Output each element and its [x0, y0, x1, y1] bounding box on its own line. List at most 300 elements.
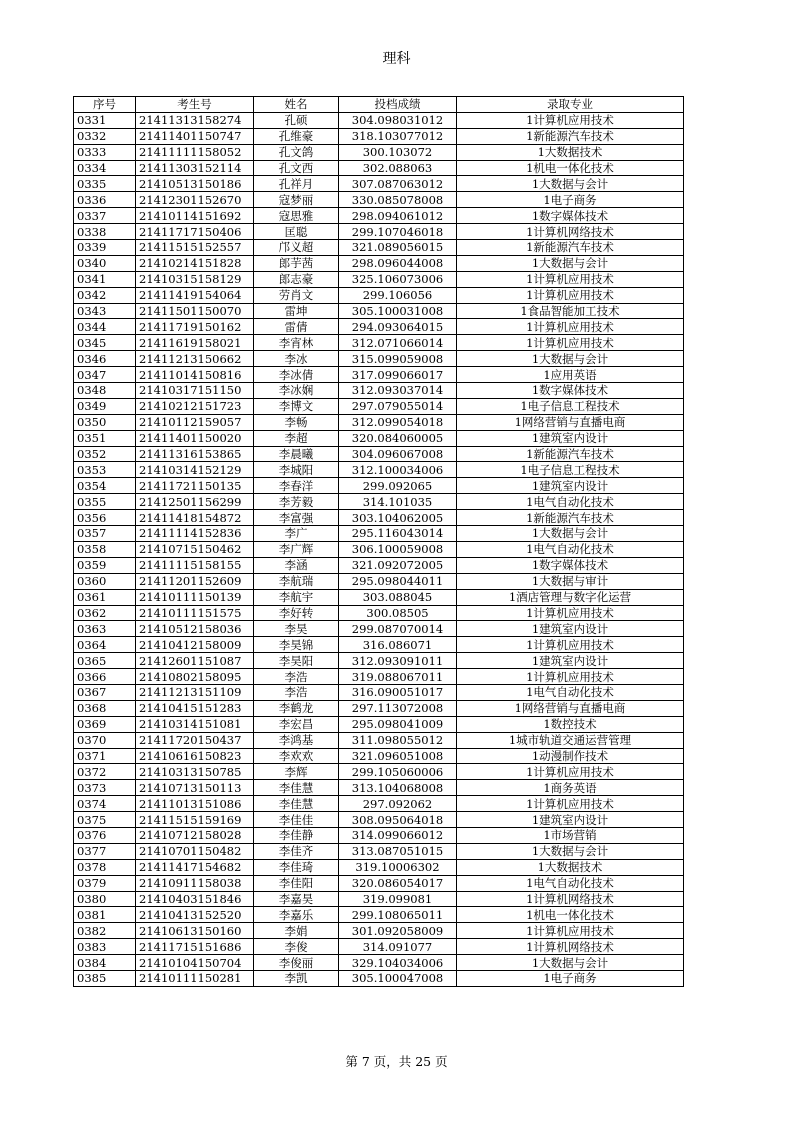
cell-score: 300.08505 — [339, 605, 457, 621]
cell-score: 318.103077012 — [339, 128, 457, 144]
cell-major: 1数字媒体技术 — [457, 383, 684, 399]
cell-exam-id: 21411014150816 — [136, 367, 254, 383]
table-row — [74, 684, 684, 700]
cell-name: 李浩 — [254, 669, 339, 685]
table-row — [74, 367, 684, 383]
cell-score: 306.100059008 — [339, 541, 457, 557]
cell-major: 1新能源汽车技术 — [457, 240, 684, 256]
cell-score: 299.106056 — [339, 287, 457, 303]
cell-seq: 0354 — [74, 478, 136, 494]
cell-score: 305.100031008 — [339, 303, 457, 319]
table-row — [74, 605, 684, 621]
cell-score: 325.106073006 — [339, 271, 457, 287]
cell-seq: 0337 — [74, 208, 136, 224]
cell-exam-id: 21411719150162 — [136, 319, 254, 335]
page-footer: 第 7 页，共 25 页 — [345, 1054, 448, 1069]
table-row — [74, 208, 684, 224]
cell-major: 1电子信息工程技术 — [457, 462, 684, 478]
cell-score: 317.099066017 — [339, 367, 457, 383]
cell-major: 1建筑室内设计 — [457, 621, 684, 637]
cell-exam-id: 21410413152520 — [136, 907, 254, 923]
table-row — [74, 764, 684, 780]
cell-seq: 0345 — [74, 335, 136, 351]
cell-name: 寇思雅 — [254, 208, 339, 224]
cell-score: 311.098055012 — [339, 732, 457, 748]
table-row — [74, 271, 684, 287]
cell-exam-id: 21410314151081 — [136, 716, 254, 732]
cell-major: 1市场营销 — [457, 827, 684, 843]
cell-seq: 0364 — [74, 637, 136, 653]
cell-score: 312.099054018 — [339, 414, 457, 430]
cell-exam-id: 21410513150186 — [136, 176, 254, 192]
cell-seq: 0333 — [74, 144, 136, 160]
cell-exam-id: 21411115158155 — [136, 557, 254, 573]
table-row — [74, 939, 684, 955]
table-row — [74, 319, 684, 335]
cell-score: 329.104034006 — [339, 955, 457, 971]
cell-major: 1数字媒体技术 — [457, 208, 684, 224]
cell-exam-id: 21410114151692 — [136, 208, 254, 224]
cell-exam-id: 21412301152670 — [136, 192, 254, 208]
cell-seq: 0377 — [74, 843, 136, 859]
cell-major: 1大数据与会计 — [457, 526, 684, 542]
cell-name: 李辉 — [254, 764, 339, 780]
table-row — [74, 224, 684, 240]
cell-major: 1电气自动化技术 — [457, 875, 684, 891]
cell-major: 1新能源汽车技术 — [457, 446, 684, 462]
cell-seq: 0371 — [74, 748, 136, 764]
column-header-major: 录取专业 — [457, 97, 684, 113]
cell-score: 321.089056015 — [339, 240, 457, 256]
cell-seq: 0376 — [74, 827, 136, 843]
cell-exam-id: 21411013151086 — [136, 796, 254, 812]
table-row — [74, 494, 684, 510]
cell-major: 1计算机应用技术 — [457, 335, 684, 351]
cell-name: 李佳琦 — [254, 859, 339, 875]
cell-seq: 0385 — [74, 970, 136, 986]
cell-exam-id: 21411715151686 — [136, 939, 254, 955]
table-row — [74, 462, 684, 478]
cell-major: 1计算机应用技术 — [457, 637, 684, 653]
cell-name: 李娟 — [254, 923, 339, 939]
cell-score: 321.096051008 — [339, 748, 457, 764]
cell-name: 孔文西 — [254, 160, 339, 176]
cell-exam-id: 21410313150785 — [136, 764, 254, 780]
cell-score: 304.098031012 — [339, 112, 457, 128]
cell-seq: 0351 — [74, 430, 136, 446]
cell-seq: 0338 — [74, 224, 136, 240]
cell-exam-id: 21411111158052 — [136, 144, 254, 160]
cell-seq: 0368 — [74, 700, 136, 716]
cell-exam-id: 21411417154682 — [136, 859, 254, 875]
cell-seq: 0343 — [74, 303, 136, 319]
cell-score: 314.101035 — [339, 494, 457, 510]
cell-major: 1电子商务 — [457, 192, 684, 208]
cell-name: 李欢欢 — [254, 748, 339, 764]
table-row — [74, 557, 684, 573]
cell-exam-id: 21410314152129 — [136, 462, 254, 478]
cell-exam-id: 21411720150437 — [136, 732, 254, 748]
table-row — [74, 541, 684, 557]
cell-score: 319.099081 — [339, 891, 457, 907]
cell-name: 李鹤龙 — [254, 700, 339, 716]
cell-seq: 0367 — [74, 684, 136, 700]
cell-major: 1大数据技术 — [457, 859, 684, 875]
cell-exam-id: 21412501156299 — [136, 494, 254, 510]
admission-table — [73, 96, 684, 987]
cell-name: 李航瑞 — [254, 573, 339, 589]
cell-major: 1网络营销与直播电商 — [457, 414, 684, 430]
column-header-exam-id: 考生号 — [136, 97, 254, 113]
cell-exam-id: 21410802158095 — [136, 669, 254, 685]
cell-seq: 0335 — [74, 176, 136, 192]
cell-score: 312.071066014 — [339, 335, 457, 351]
cell-exam-id: 21411501150070 — [136, 303, 254, 319]
cell-name: 李浩 — [254, 684, 339, 700]
table-row — [74, 923, 684, 939]
cell-seq: 0370 — [74, 732, 136, 748]
cell-score: 313.104068008 — [339, 780, 457, 796]
cell-name: 李佳佳 — [254, 812, 339, 828]
cell-major: 1大数据与会计 — [457, 176, 684, 192]
cell-exam-id: 21410112159057 — [136, 414, 254, 430]
cell-name: 雷倩 — [254, 319, 339, 335]
cell-score: 302.088063 — [339, 160, 457, 176]
cell-score: 299.092065 — [339, 478, 457, 494]
cell-score: 320.086054017 — [339, 875, 457, 891]
table-row — [74, 192, 684, 208]
cell-exam-id: 21411717150406 — [136, 224, 254, 240]
cell-score: 313.087051015 — [339, 843, 457, 859]
cell-seq: 0373 — [74, 780, 136, 796]
cell-score: 321.092072005 — [339, 557, 457, 573]
cell-major: 1食品智能加工技术 — [457, 303, 684, 319]
cell-name: 邝义超 — [254, 240, 339, 256]
cell-exam-id: 21410715150462 — [136, 541, 254, 557]
cell-exam-id: 21411515152557 — [136, 240, 254, 256]
cell-seq: 0355 — [74, 494, 136, 510]
cell-major: 1机电一体化技术 — [457, 907, 684, 923]
table-row — [74, 144, 684, 160]
cell-seq: 0353 — [74, 462, 136, 478]
cell-exam-id: 21410613150160 — [136, 923, 254, 939]
cell-exam-id: 21411401150747 — [136, 128, 254, 144]
cell-exam-id: 21411213150662 — [136, 351, 254, 367]
cell-score: 295.098041009 — [339, 716, 457, 732]
cell-major: 1大数据与会计 — [457, 843, 684, 859]
table-row — [74, 287, 684, 303]
cell-score: 304.096067008 — [339, 446, 457, 462]
cell-name: 李晨曦 — [254, 446, 339, 462]
cell-seq: 0369 — [74, 716, 136, 732]
cell-major: 1建筑室内设计 — [457, 812, 684, 828]
cell-major: 1酒店管理与数字化运营 — [457, 589, 684, 605]
cell-major: 1网络营销与直播电商 — [457, 700, 684, 716]
table-row — [74, 875, 684, 891]
cell-exam-id: 21411201152609 — [136, 573, 254, 589]
cell-score: 303.104062005 — [339, 510, 457, 526]
column-header-name: 姓名 — [254, 97, 339, 113]
cell-name: 李广辉 — [254, 541, 339, 557]
cell-seq: 0331 — [74, 112, 136, 128]
table-row — [74, 907, 684, 923]
cell-score: 297.113072008 — [339, 700, 457, 716]
cell-major: 1电气自动化技术 — [457, 494, 684, 510]
cell-exam-id: 21411721150135 — [136, 478, 254, 494]
cell-exam-id: 21410212151723 — [136, 398, 254, 414]
cell-name: 匡聪 — [254, 224, 339, 240]
cell-major: 1大数据与审计 — [457, 573, 684, 589]
table-row — [74, 573, 684, 589]
cell-exam-id: 21411213151109 — [136, 684, 254, 700]
table-row — [74, 335, 684, 351]
cell-score: 299.107046018 — [339, 224, 457, 240]
cell-name: 郎志豪 — [254, 271, 339, 287]
cell-exam-id: 21411313158274 — [136, 112, 254, 128]
cell-seq: 0356 — [74, 510, 136, 526]
cell-score: 294.093064015 — [339, 319, 457, 335]
cell-seq: 0340 — [74, 255, 136, 271]
cell-seq: 0381 — [74, 907, 136, 923]
table-header-row — [74, 97, 684, 113]
cell-major: 1计算机应用技术 — [457, 669, 684, 685]
cell-name: 李宵林 — [254, 335, 339, 351]
cell-name: 李昊 — [254, 621, 339, 637]
cell-name: 李嘉乐 — [254, 907, 339, 923]
cell-seq: 0363 — [74, 621, 136, 637]
table-row — [74, 255, 684, 271]
cell-exam-id: 21410214151828 — [136, 255, 254, 271]
table-row — [74, 653, 684, 669]
cell-exam-id: 21411303152114 — [136, 160, 254, 176]
cell-major: 1计算机应用技术 — [457, 923, 684, 939]
cell-seq: 0334 — [74, 160, 136, 176]
cell-score: 312.100034006 — [339, 462, 457, 478]
cell-seq: 0366 — [74, 669, 136, 685]
cell-score: 314.099066012 — [339, 827, 457, 843]
cell-score: 299.108065011 — [339, 907, 457, 923]
cell-exam-id: 21410315158129 — [136, 271, 254, 287]
table-row — [74, 748, 684, 764]
cell-name: 李富强 — [254, 510, 339, 526]
cell-name: 李航宇 — [254, 589, 339, 605]
cell-score: 319.10006302 — [339, 859, 457, 875]
cell-name: 李城阳 — [254, 462, 339, 478]
table-row — [74, 827, 684, 843]
table-row — [74, 526, 684, 542]
cell-major: 1计算机应用技术 — [457, 112, 684, 128]
cell-name: 李好转 — [254, 605, 339, 621]
cell-seq: 0358 — [74, 541, 136, 557]
cell-name: 李冰娴 — [254, 383, 339, 399]
table-row — [74, 843, 684, 859]
cell-name: 郎芋茜 — [254, 255, 339, 271]
cell-seq: 0352 — [74, 446, 136, 462]
table-row — [74, 383, 684, 399]
cell-major: 1计算机网络技术 — [457, 224, 684, 240]
cell-exam-id: 21410111151575 — [136, 605, 254, 621]
table-row — [74, 637, 684, 653]
cell-exam-id: 21411619158021 — [136, 335, 254, 351]
cell-seq: 0346 — [74, 351, 136, 367]
cell-name: 李佳慧 — [254, 780, 339, 796]
cell-score: 295.116043014 — [339, 526, 457, 542]
cell-seq: 0382 — [74, 923, 136, 939]
cell-seq: 0362 — [74, 605, 136, 621]
table-row — [74, 700, 684, 716]
table-row — [74, 303, 684, 319]
cell-name: 李凯 — [254, 970, 339, 986]
cell-name: 李佳齐 — [254, 843, 339, 859]
cell-name: 李冰倩 — [254, 367, 339, 383]
cell-major: 1数控技术 — [457, 716, 684, 732]
table-row — [74, 446, 684, 462]
cell-score: 312.093037014 — [339, 383, 457, 399]
table-row — [74, 621, 684, 637]
cell-name: 李佳静 — [254, 827, 339, 843]
cell-seq: 0361 — [74, 589, 136, 605]
cell-major: 1电子信息工程技术 — [457, 398, 684, 414]
cell-seq: 0332 — [74, 128, 136, 144]
cell-name: 李昊阳 — [254, 653, 339, 669]
cell-name: 李佳慧 — [254, 796, 339, 812]
cell-major: 1大数据与会计 — [457, 255, 684, 271]
table-row — [74, 891, 684, 907]
table-row — [74, 796, 684, 812]
table-row — [74, 510, 684, 526]
cell-seq: 0383 — [74, 939, 136, 955]
cell-major: 1建筑室内设计 — [457, 653, 684, 669]
cell-seq: 0344 — [74, 319, 136, 335]
table-row — [74, 478, 684, 494]
cell-major: 1城市轨道交通运营管理 — [457, 732, 684, 748]
table-row — [74, 128, 684, 144]
cell-score: 314.091077 — [339, 939, 457, 955]
table-row — [74, 351, 684, 367]
table-row — [74, 430, 684, 446]
cell-name: 雷坤 — [254, 303, 339, 319]
cell-seq: 0372 — [74, 764, 136, 780]
cell-score: 319.088067011 — [339, 669, 457, 685]
cell-score: 308.095064018 — [339, 812, 457, 828]
cell-score: 307.087063012 — [339, 176, 457, 192]
cell-exam-id: 21410104150704 — [136, 955, 254, 971]
cell-exam-id: 21411515159169 — [136, 812, 254, 828]
cell-seq: 0349 — [74, 398, 136, 414]
table-row — [74, 859, 684, 875]
cell-name: 李宏昌 — [254, 716, 339, 732]
cell-exam-id: 21411419154064 — [136, 287, 254, 303]
cell-score: 320.084060005 — [339, 430, 457, 446]
cell-name: 李涵 — [254, 557, 339, 573]
cell-major: 1计算机网络技术 — [457, 891, 684, 907]
cell-major: 1电子商务 — [457, 970, 684, 986]
cell-name: 李俊丽 — [254, 955, 339, 971]
page-title: 理科 — [382, 51, 411, 67]
cell-seq: 0375 — [74, 812, 136, 828]
cell-exam-id: 21410616150823 — [136, 748, 254, 764]
cell-name: 孔祥月 — [254, 176, 339, 192]
cell-major: 1计算机应用技术 — [457, 287, 684, 303]
cell-score: 301.092058009 — [339, 923, 457, 939]
cell-seq: 0336 — [74, 192, 136, 208]
cell-score: 303.088045 — [339, 589, 457, 605]
cell-name: 李俊 — [254, 939, 339, 955]
cell-seq: 0341 — [74, 271, 136, 287]
cell-score: 298.094061012 — [339, 208, 457, 224]
cell-exam-id: 21410512158036 — [136, 621, 254, 637]
cell-name: 孔维豪 — [254, 128, 339, 144]
cell-exam-id: 21410415151283 — [136, 700, 254, 716]
cell-major: 1大数据与会计 — [457, 955, 684, 971]
table-row — [74, 716, 684, 732]
cell-exam-id: 21410911158038 — [136, 875, 254, 891]
cell-exam-id: 21410403151846 — [136, 891, 254, 907]
cell-major: 1建筑室内设计 — [457, 478, 684, 494]
table-row — [74, 780, 684, 796]
cell-seq: 0342 — [74, 287, 136, 303]
cell-name: 李广 — [254, 526, 339, 542]
table-row — [74, 398, 684, 414]
cell-major: 1数字媒体技术 — [457, 557, 684, 573]
cell-name: 劳肖文 — [254, 287, 339, 303]
table-row — [74, 240, 684, 256]
column-header-seq: 序号 — [74, 97, 136, 113]
table-row — [74, 669, 684, 685]
cell-name: 李春洋 — [254, 478, 339, 494]
cell-seq: 0350 — [74, 414, 136, 430]
table-row — [74, 414, 684, 430]
cell-score: 295.098044011 — [339, 573, 457, 589]
cell-name: 孔硕 — [254, 112, 339, 128]
cell-seq: 0348 — [74, 383, 136, 399]
cell-major: 1机电一体化技术 — [457, 160, 684, 176]
cell-major: 1计算机网络技术 — [457, 939, 684, 955]
cell-seq: 0378 — [74, 859, 136, 875]
cell-exam-id: 21411418154872 — [136, 510, 254, 526]
cell-major: 1计算机应用技术 — [457, 319, 684, 335]
cell-seq: 0365 — [74, 653, 136, 669]
cell-major: 1商务英语 — [457, 780, 684, 796]
cell-name: 李畅 — [254, 414, 339, 430]
cell-seq: 0360 — [74, 573, 136, 589]
cell-seq: 0359 — [74, 557, 136, 573]
cell-major: 1建筑室内设计 — [457, 430, 684, 446]
cell-major: 1电气自动化技术 — [457, 684, 684, 700]
cell-name: 李博文 — [254, 398, 339, 414]
table-row — [74, 160, 684, 176]
cell-score: 315.099059008 — [339, 351, 457, 367]
cell-score: 297.079055014 — [339, 398, 457, 414]
cell-name: 孔文鸽 — [254, 144, 339, 160]
table-row — [74, 970, 684, 986]
cell-score: 299.105060006 — [339, 764, 457, 780]
cell-seq: 0380 — [74, 891, 136, 907]
cell-major: 1计算机应用技术 — [457, 764, 684, 780]
cell-name: 李昊锦 — [254, 637, 339, 653]
cell-exam-id: 21410412158009 — [136, 637, 254, 653]
cell-name: 寇梦丽 — [254, 192, 339, 208]
cell-score: 312.093091011 — [339, 653, 457, 669]
cell-seq: 0384 — [74, 955, 136, 971]
table-row — [74, 732, 684, 748]
cell-score: 299.087070014 — [339, 621, 457, 637]
cell-major: 1大数据技术 — [457, 144, 684, 160]
cell-name: 李芳毅 — [254, 494, 339, 510]
cell-score: 298.096044008 — [339, 255, 457, 271]
cell-major: 1计算机应用技术 — [457, 605, 684, 621]
cell-major: 1新能源汽车技术 — [457, 510, 684, 526]
